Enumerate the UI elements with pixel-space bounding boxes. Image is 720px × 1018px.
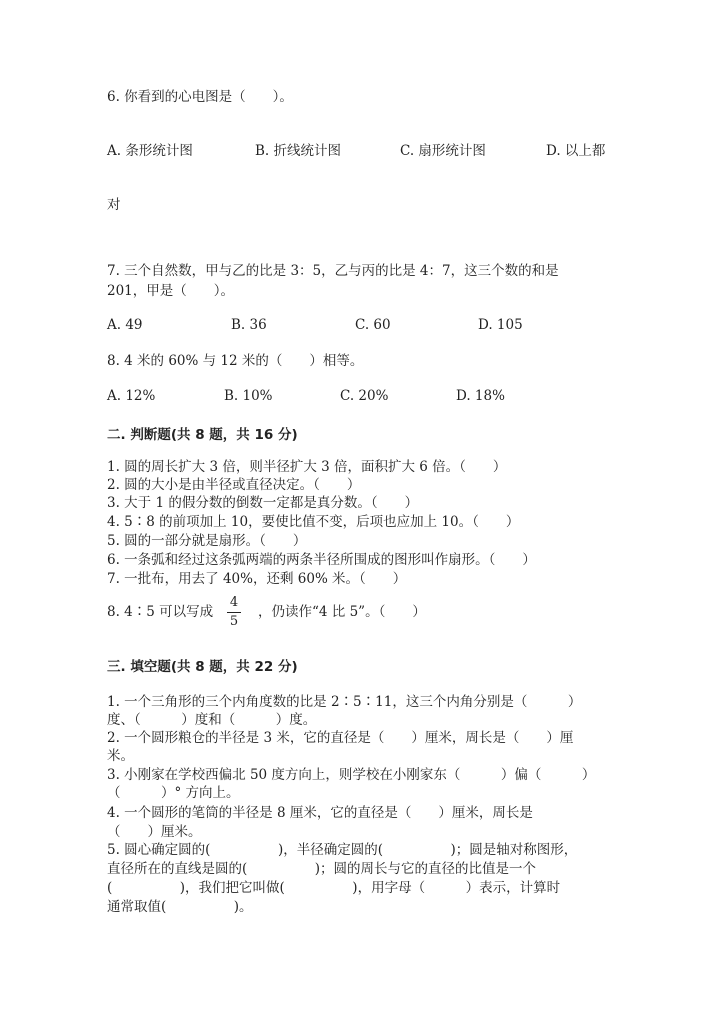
q7-option-c: C. 60 [355,317,391,333]
q7-option-b: B. 36 [231,317,267,333]
q6-option-d: D. 以上都 [546,143,606,159]
q7-option-d: D. 105 [478,317,523,333]
fill-line-2: 度、（ ）度和（ ）度。 [107,712,317,728]
q7-stem-line2: 201，甲是（ ）。 [107,283,235,299]
judge-item-5: 5. 圆的一部分就是扇形。（ ） [107,533,307,549]
q6-option-c: C. 扇形统计图 [400,143,486,159]
q8-option-c: C. 20% [340,388,389,404]
q7-option-a: A. 49 [107,317,143,333]
section-3-title: 三. 填空题(共 8 题，共 22 分) [107,659,298,675]
fraction-numerator: 4 [229,595,239,610]
fill-line-11: ( )，我们把它叫做( )，用字母（ ）表示，计算时 [107,880,561,896]
q8-option-a: A. 12% [107,388,156,404]
judge-item-6: 6. 一条弧和经过这条弧两端的两条半径所围成的图形叫作扇形。（ ） [107,552,536,568]
q6-option-d-wrap: 对 [107,197,121,213]
q8-option-b: B. 10% [224,388,273,404]
judge-item-3: 3. 大于 1 的假分数的倒数一定都是真分数。（ ） [107,495,419,511]
judge-item-7: 7. 一批布，用去了 40%，还剩 60% 米。（ ） [107,571,407,587]
q8-stem: 8. 4 米的 60% 与 12 米的（ ）相等。 [107,353,364,369]
q7-stem-line1: 7. 三个自然数，甲与乙的比是 3：5，乙与丙的比是 4：7，这三个数的和是 [107,263,559,279]
fill-line-7: 4. 一个圆形的笔筒的半径是 8 厘米，它的直径是（ ）厘米，周长是 [107,805,533,821]
fill-line-9: 5. 圆心确定圆的( )，半径确定圆的( )；圆是轴对称图形， [107,842,578,858]
section-2-title: 二. 判断题(共 8 题，共 16 分) [107,427,298,443]
q6-option-b: B. 折线统计图 [255,143,342,159]
judge-item-1: 1. 圆的周长扩大 3 倍，则半径扩大 3 倍，面积扩大 6 倍。（ ） [107,459,507,475]
judge-item-4: 4. 5∶8 的前项加上 10，要使比值不变，后项也应加上 10。（ ） [107,514,520,530]
q8-option-d: D. 18% [456,388,505,404]
fill-line-10: 直径所在的直线是圆的( )；圆的周长与它的直径的比值是一个 [107,861,537,877]
judge-item-2: 2. 圆的大小是由半径或直径决定。（ ） [107,477,361,493]
fill-line-4: 米。 [107,748,134,764]
fill-line-12: 通常取值( )。 [107,899,253,915]
q6-stem: 6. 你看到的心电图是（ ）。 [107,89,293,105]
fill-line-6: （ ）° 方向上。 [107,785,240,801]
fill-line-3: 2. 一个圆形粮仓的半径是 3 米，它的直径是（ ）厘米，周长是（ ）厘 [107,730,574,746]
fraction-bar [227,612,241,613]
fraction-denominator: 5 [229,614,239,629]
judge-item-8-suffix: ，仍读作“4 比 5”。（ ） [258,604,426,620]
fill-line-5: 3. 小刚家在学校西偏北 50 度方向上，则学校在小刚家东（ ）偏（ ） [107,767,596,783]
judge-item-8-prefix: 8. 4∶5 可以写成 [107,604,214,620]
judge-item-8-fraction [224,595,244,630]
q6-option-a: A. 条形统计图 [107,143,193,159]
fill-line-1: 1. 一个三角形的三个内角度数的比是 2∶5∶11，这三个内角分别是（ ） [107,694,582,710]
fill-line-8: （ ）厘米。 [107,824,202,840]
